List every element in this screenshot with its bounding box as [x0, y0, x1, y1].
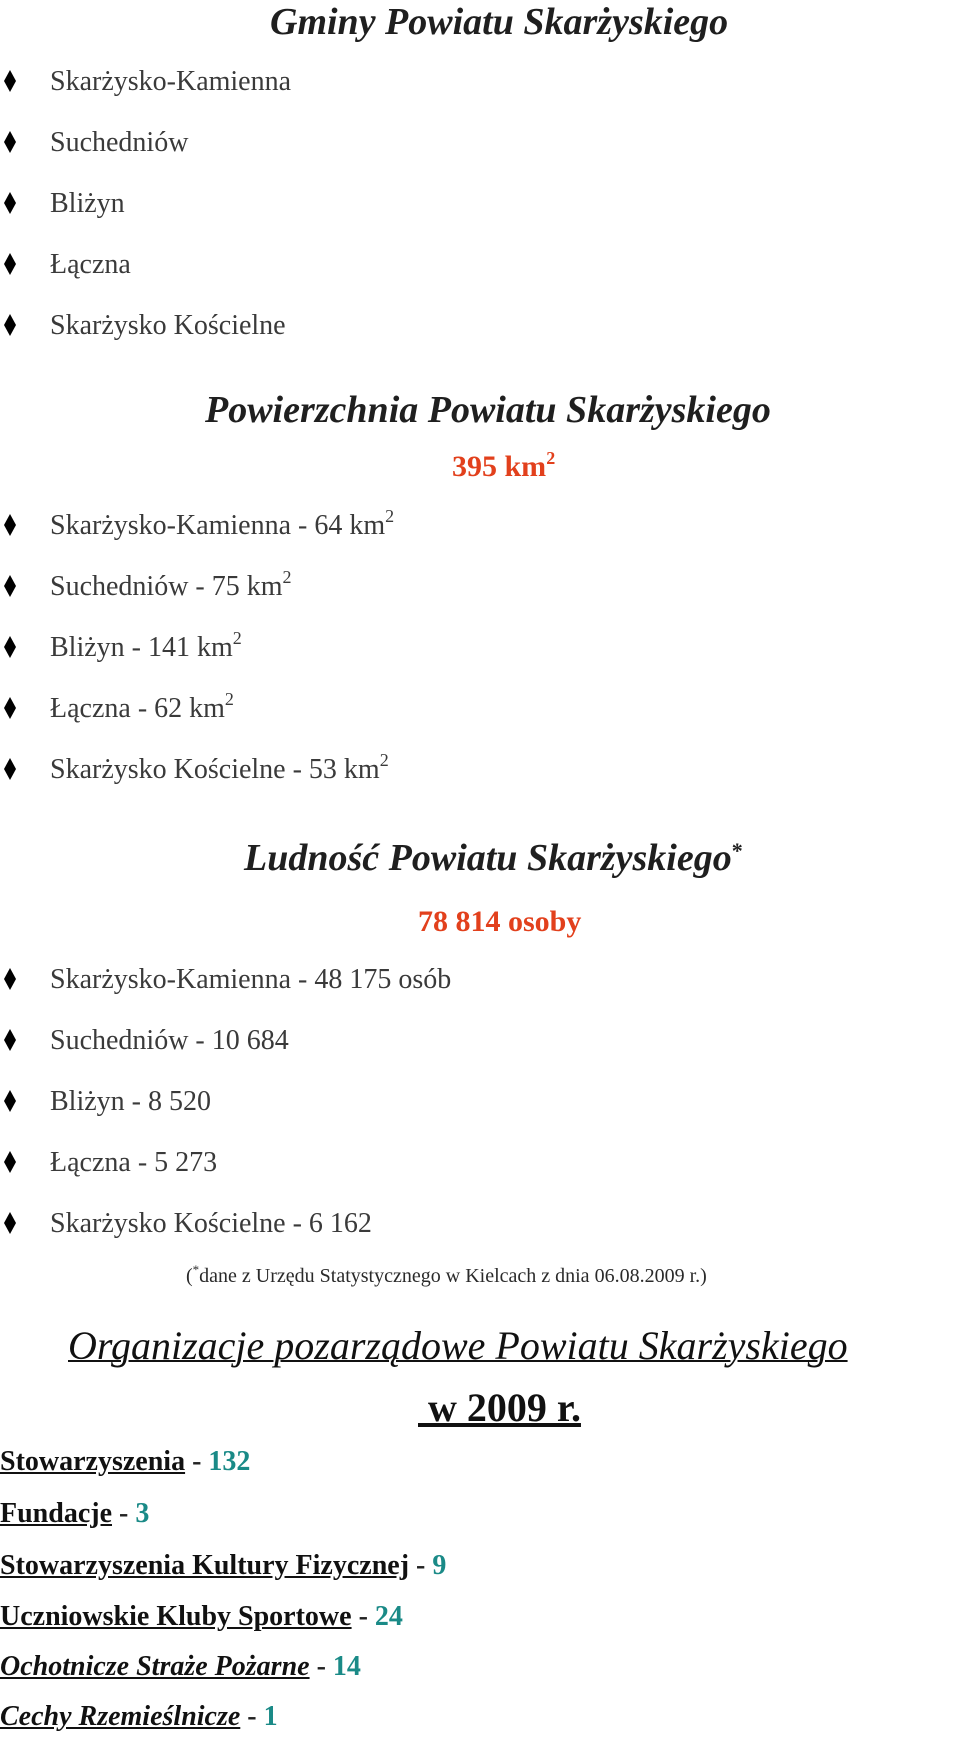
diamond-bullet-icon: [4, 70, 16, 92]
gminy-title: Gminy Powiatu Skarżyskiego: [270, 1, 729, 43]
diamond-bullet-icon: [4, 575, 16, 597]
organizacje-year: w 2009 r.: [418, 1385, 581, 1430]
org-row-stowarzyszenia: Stowarzyszenia - 132: [0, 1446, 251, 1477]
org-row-cechy-rzemieslnicze: Cechy Rzemieślnicze - 1: [0, 1701, 278, 1732]
powierzchnia-title: Powierzchnia Powiatu Skarżyskiego: [205, 389, 771, 431]
diamond-bullet-icon: [4, 314, 16, 336]
diamond-bullet-icon: [4, 1090, 16, 1112]
diamond-bullet-icon: [4, 192, 16, 214]
org-row-kultury-fizycznej: Stowarzyszenia Kultury Fizycznej - 9: [0, 1550, 447, 1581]
diamond-bullet-icon: [4, 1151, 16, 1173]
ludnosc-title: Ludność Powiatu Skarżyskiego*: [244, 837, 743, 879]
diamond-bullet-icon: [4, 131, 16, 153]
organizacje-title: Organizacje pozarządowe Powiatu Skarżyskiego: [68, 1323, 848, 1368]
ludnosc-total: 78 814 osoby: [418, 905, 582, 938]
diamond-bullet-icon: [4, 1212, 16, 1234]
diamond-bullet-icon: [4, 253, 16, 275]
org-row-fundacje: Fundacje - 3: [0, 1498, 150, 1529]
powierzchnia-total: 395 $km^2$: [452, 448, 556, 483]
org-row-straze-pozarne: Ochotnicze Straże Pożarne - 14: [0, 1651, 361, 1682]
diamond-bullet-icon: [4, 1029, 16, 1051]
diamond-bullet-icon: [4, 758, 16, 780]
diamond-bullet-icon: [4, 636, 16, 658]
diamond-bullet-icon: [4, 697, 16, 719]
footnote: (*dane z Urzędu Statystycznego w Kielcach z dnia 06.08.2009 r.): [186, 1262, 707, 1287]
org-row-kluby-sportowe: Uczniowskie Kluby Sportowe - 24: [0, 1601, 403, 1632]
diamond-bullet-icon: [4, 514, 16, 536]
diamond-bullet-icon: [4, 968, 16, 990]
